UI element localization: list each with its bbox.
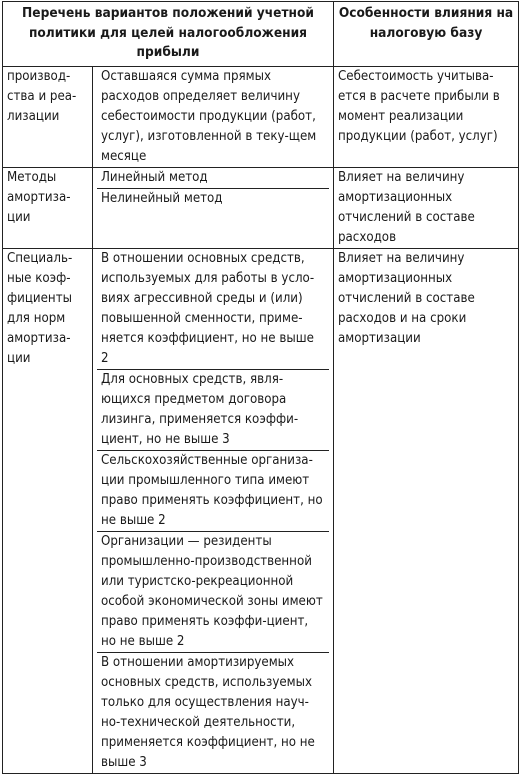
- accounting-policy-table: [2, 1, 519, 774]
- row-element-cell: производ-ства и реа-лизации: [3, 66, 93, 167]
- row-element-cell: Методы амортиза-ции: [3, 167, 93, 248]
- table-row: [3, 248, 519, 773]
- row-influence-cell: Себестоимость учитыва-ется в расчете прибыли в момент реализации продукции (работ, услуг): [334, 66, 519, 167]
- header-tax-influence: Особенности влияния на налоговую базу: [334, 2, 519, 67]
- row-options-cell: [93, 248, 334, 773]
- row-options-cell: [93, 167, 334, 248]
- row-influence-cell: Влияет на величину амортизационных отчислений в составе расходов: [334, 167, 519, 248]
- option-item: Сельскохозяйственные организа-ции промышленного типа имеют право применять коэффициент, но не выше 2: [97, 451, 329, 532]
- option-item: В отношении амортизируемых основных средств, используемых только для осуществления науч-но-технической деятельности, применяется коэффициент, но не выше 3: [101, 654, 315, 770]
- table-row: [3, 167, 519, 248]
- table-row: [3, 66, 519, 167]
- row-options-cell: [93, 66, 334, 167]
- header-policy-options: Перечень вариантов положений учетной политики для целей налогообложения прибыли: [3, 2, 334, 67]
- option-item: Организации — резиденты промышленно-производственной или туристско-рекреационной особой экономической зоны имеют право применять коэффи-циент, но не выше 2: [97, 532, 329, 653]
- row-influence-cell: Влияет на величину амортизационных отчислений в составе расходов и на сроки амортизации: [334, 248, 519, 773]
- option-item: Линейный метод: [97, 168, 329, 189]
- option-item: Нелинейный метод: [101, 190, 223, 206]
- option-item: Для основных средств, явля-ющихся предметом договора лизинга, применяется коэффи-циент, но не выше 3: [97, 370, 329, 451]
- option-item: Оставшаяся сумма прямых расходов определяет величину себестоимости продукции (работ, услуг), изготовленной в теку-щем месяце: [101, 68, 317, 164]
- row-element-cell: Специаль-ные коэф-фициенты для норм амортиза-ции: [3, 248, 93, 773]
- table-header-row: [3, 2, 519, 67]
- option-item: В отношении основных средств, используемых для работы в усло-виях агрессивной среды и (или) повышенной сменности, приме-няется коэффициент, но не выше 2: [97, 249, 329, 370]
